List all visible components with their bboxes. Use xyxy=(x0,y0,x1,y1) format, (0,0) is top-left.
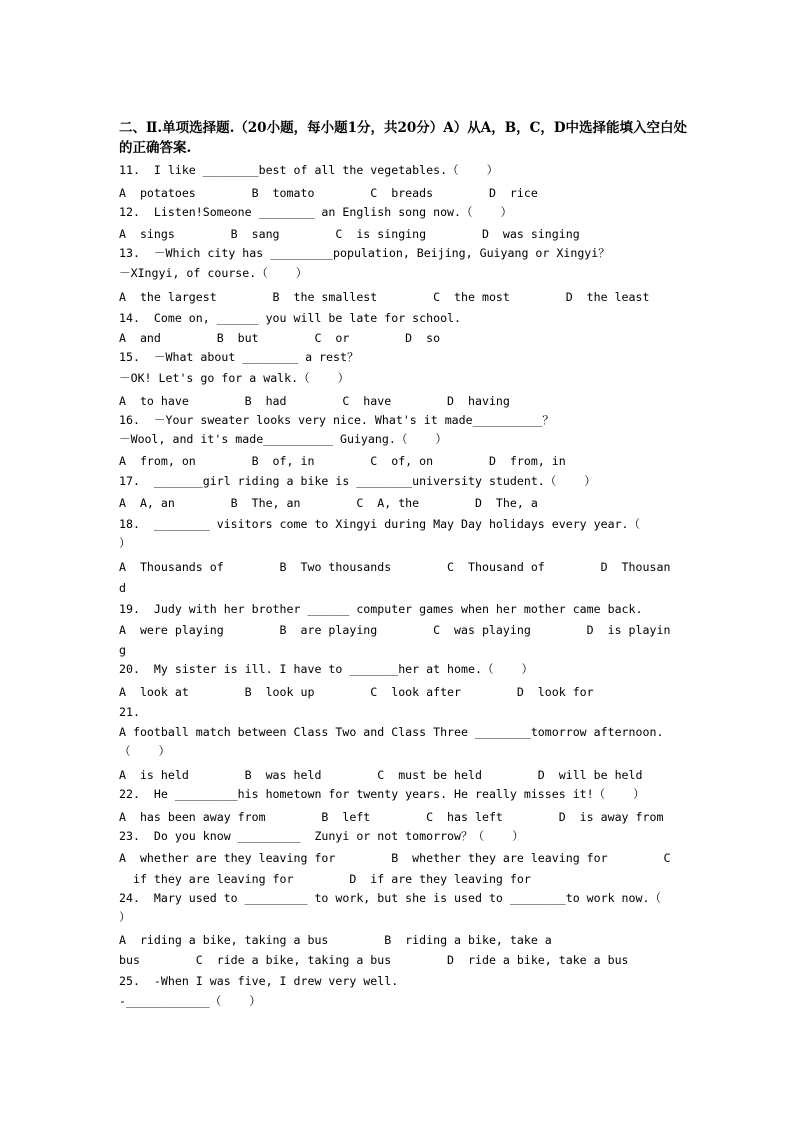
options-19-wrap: g xyxy=(119,643,126,657)
question-15-answer-line: －OK! Let's go for a walk.（ ） xyxy=(119,371,350,385)
options-16: A from, on B of, in C of, on D from, in xyxy=(119,454,566,468)
options-19: A were playing B are playing C was playing D is playin xyxy=(119,623,671,637)
options-20: A look at B look up C look after D look for xyxy=(119,685,594,699)
options-22: A has been away from B left C has left D is away from xyxy=(119,810,664,824)
options-12: A sings B sang C is singing D was singing xyxy=(119,227,580,241)
options-21: A is held B was held C must be held D will be held xyxy=(119,768,643,782)
question-18: 18. ________ visitors come to Xingyi during May Day holidays every year.（ xyxy=(119,517,641,531)
question-17: 17. _______girl riding a bike is ________university student.（ ） xyxy=(119,474,596,488)
question-15: 15. －What about ________ a rest？ xyxy=(119,350,359,364)
options-24: A riding a bike, taking a bus B riding a bike, take a xyxy=(119,933,552,947)
question-16: 16. －Your sweater looks very nice. What's it made__________？ xyxy=(119,413,555,427)
question-13: 13. －Which city has _________population, Beijing, Guiyang or Xingyi？ xyxy=(119,246,610,260)
options-13: A the largest B the smallest C the most D the least xyxy=(119,290,650,304)
question-24: 24. Mary used to _________ to work, but she is used to ________to work now.（ xyxy=(119,891,662,905)
question-14: 14. Come on, ______ you will be late for school. xyxy=(119,311,462,325)
options-23: A whether are they leaving for B whether they are leaving for C xyxy=(119,851,671,865)
question-13-answer-line: －XIngyi, of course.（ ） xyxy=(119,266,308,280)
section-heading: 二、Ⅱ.单项选择题.（20小题，每小题1分，共20分）A）从A，B，C，D中选择能填入空白处的正确答案. xyxy=(119,120,688,156)
question-21: A football match between Class Two and Class Three ________tomorrow afternoon. xyxy=(119,725,664,739)
question-24-bracket: ） xyxy=(119,910,131,924)
question-19: 19. Judy with her brother ______ computer games when her mother came back. xyxy=(119,602,643,616)
question-11: 11. I like ________best of all the vegetables.（ ） xyxy=(119,163,499,177)
question-21-bracket: （ ） xyxy=(119,744,171,758)
question-16-answer-line: －Wool, and it's made__________ Guiyang.（ ） xyxy=(119,432,447,446)
options-14: A and B but C or D so xyxy=(119,331,441,345)
question-18-bracket: ） xyxy=(119,536,131,550)
options-23-wrap: if they are leaving for D if are they leaving for xyxy=(119,872,531,886)
options-18: A Thousands of B Two thousands C Thousand of D Thousan xyxy=(119,560,671,574)
question-25: 25. -When I was five, I drew very well. xyxy=(119,974,399,988)
question-22: 22. He _________his hometown for twenty years. He really misses it!（ ） xyxy=(119,787,645,801)
options-18-wrap: d xyxy=(119,581,126,595)
question-20: 20. My sister is ill. I have to _______her at home.（ ） xyxy=(119,662,534,676)
options-11: A potatoes B tomato C breads D rice xyxy=(119,186,538,200)
question-23: 23. Do you know _________ Zunyi or not tomorrow？（ ） xyxy=(119,829,524,843)
options-15: A to have B had C have D having xyxy=(119,394,510,408)
question-12: 12. Listen!Someone ________ an English song now.（ ） xyxy=(119,205,513,219)
options-17: A A, an B The, an C A, the D The, a xyxy=(119,496,538,510)
question-21-number: 21. xyxy=(119,705,140,719)
question-25-answer-line: -____________（ ） xyxy=(119,994,261,1008)
options-24-wrap: bus C ride a bike, taking a bus D ride a bike, take a bus xyxy=(119,953,629,967)
